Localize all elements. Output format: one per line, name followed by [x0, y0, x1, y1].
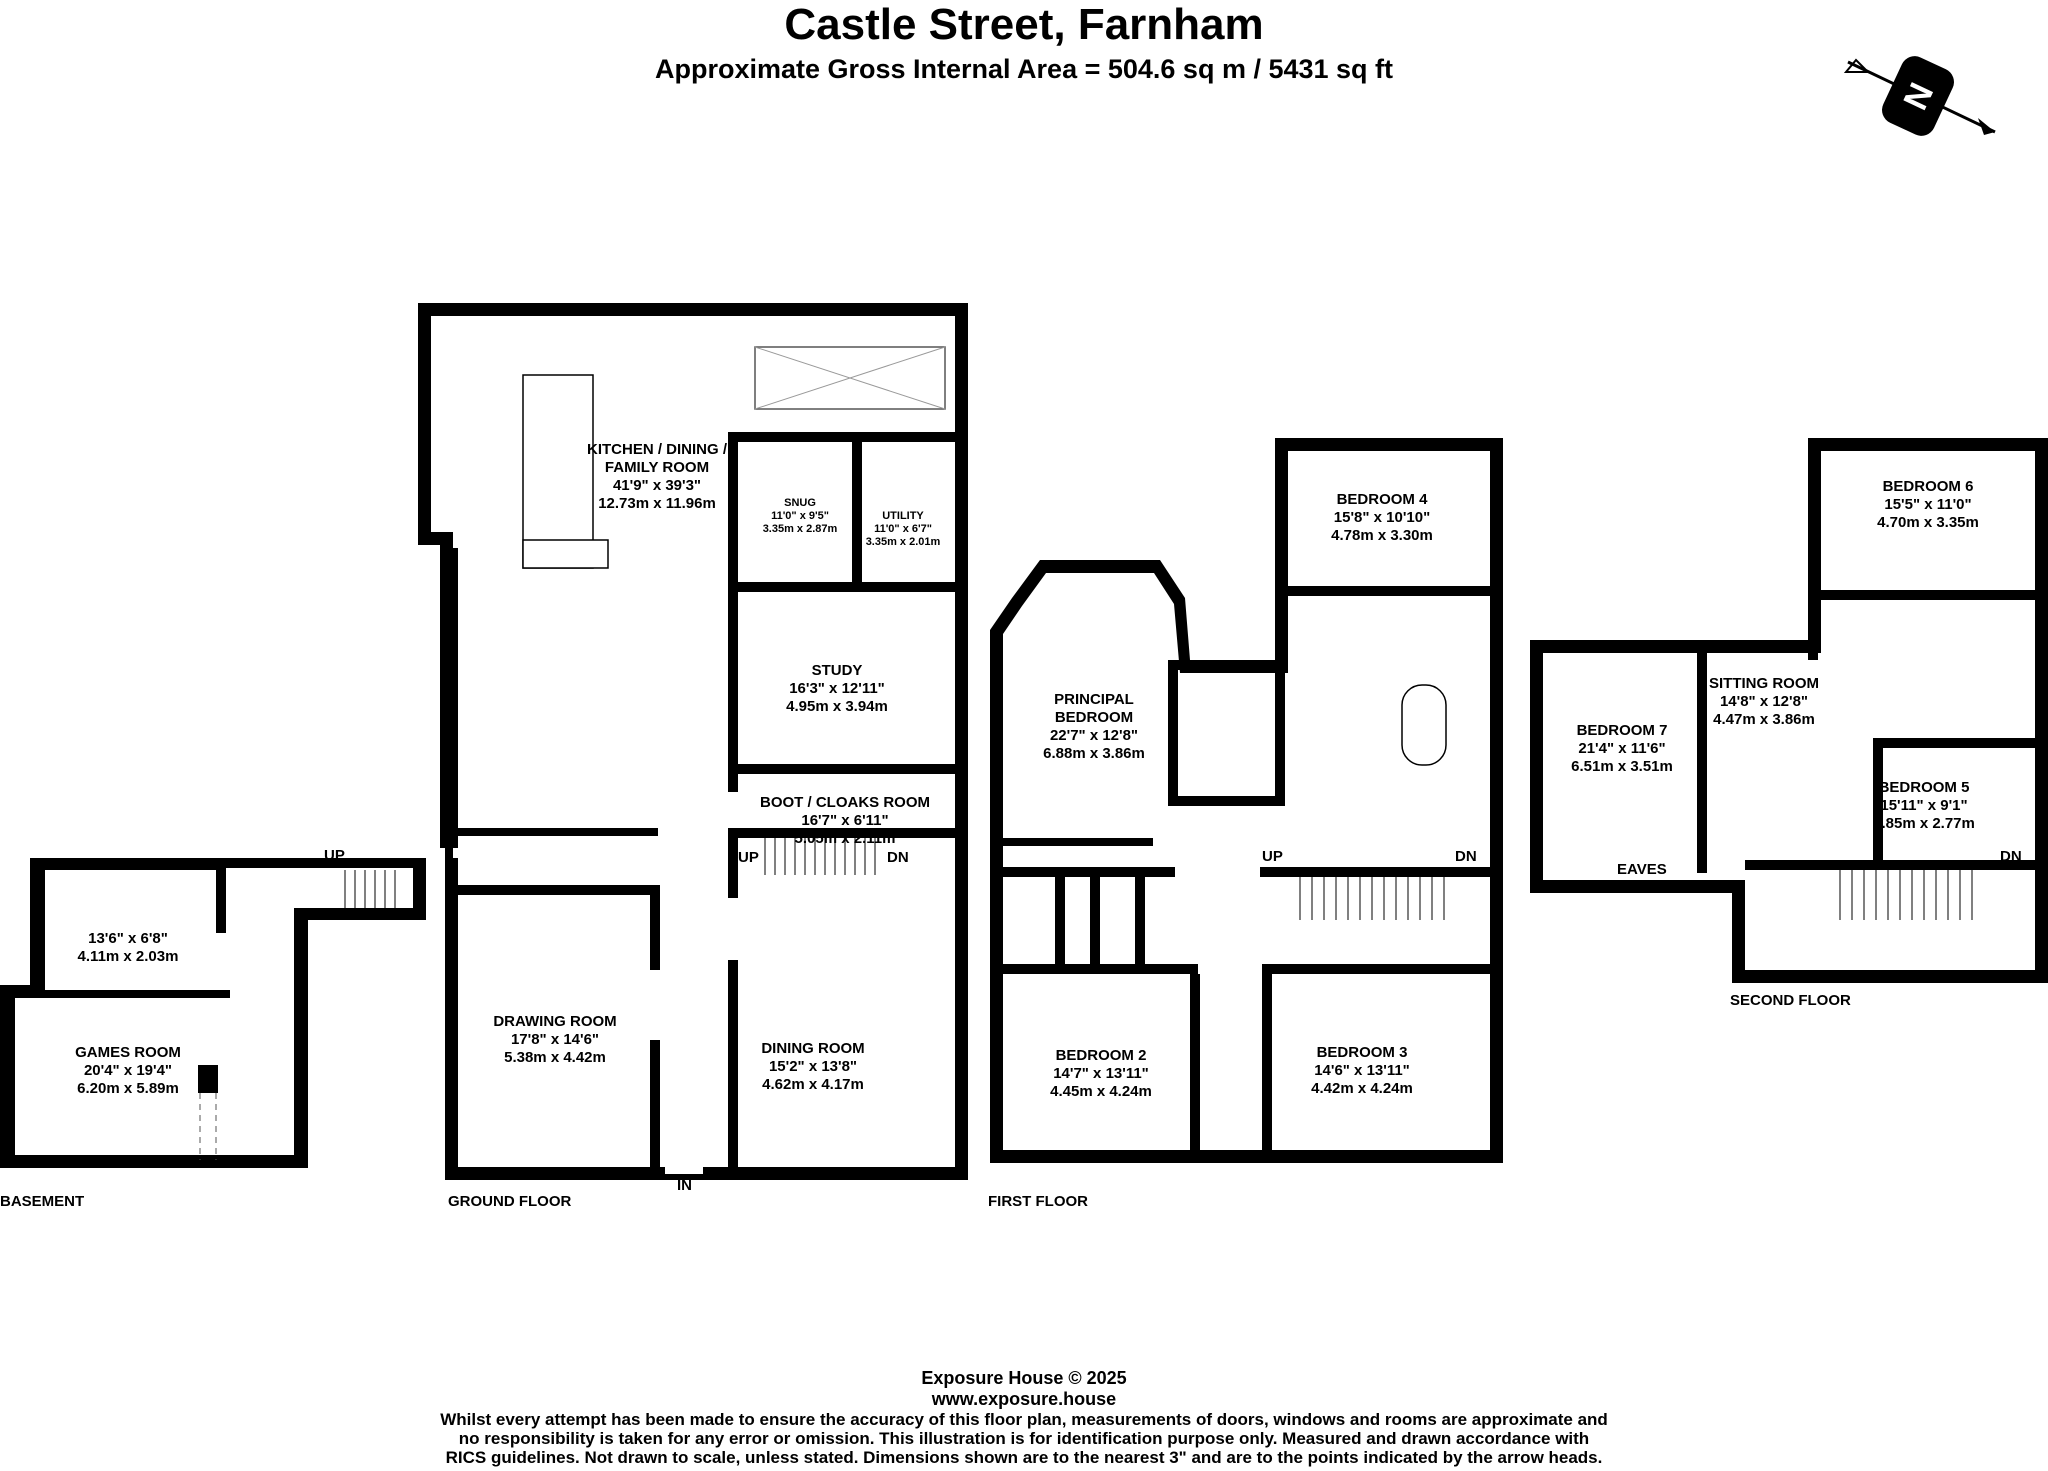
room-principal-bedroom: PRINCIPAL BEDROOM 22'7" x 12'8" 6.88m x 3.86m — [1043, 691, 1145, 762]
floor-label-ground: GROUND FLOOR — [448, 1193, 572, 1210]
room-bedroom-5: BEDROOM 5 15'11" x 9'1" 4.85m x 2.77m — [1873, 779, 1975, 832]
first-up-marker: UP — [1262, 848, 1283, 865]
room-games: GAMES ROOM 20'4" x 19'4" 6.20m x 5.89m — [75, 1044, 181, 1097]
room-bedroom-4: BEDROOM 4 15'8" x 10'10" 4.78m x 3.30m — [1331, 491, 1433, 544]
room-boot-cloaks: BOOT / CLOAKS ROOM 16'7" x 6'11" 5.05m x 2.11m — [760, 794, 930, 847]
room-bedroom-7: BEDROOM 7 21'4" x 11'6" 6.51m x 3.51m — [1571, 722, 1673, 775]
first-dn-marker: DN — [1455, 848, 1477, 865]
disclaimer-line-1: Whilst every attempt has been made to ensure the accuracy of this floor plan, measurements of doors, windows and rooms are approximate and — [440, 1410, 1608, 1429]
disclaimer-line-2: no responsibility is taken for any error or omission. This illustration is for identification purpose only. Measured and drawn accordance with — [458, 1429, 1590, 1448]
room-store: 13'6" x 6'8" 4.11m x 2.03m — [77, 930, 179, 965]
entrance-marker: IN — [677, 1177, 692, 1194]
room-bedroom-6: BEDROOM 6 15'5" x 11'0" 4.70m x 3.35m — [1877, 478, 1979, 531]
ground-dn-marker: DN — [887, 849, 909, 866]
second-dn-marker: DN — [2000, 848, 2022, 865]
ground-up-marker: UP — [738, 849, 759, 866]
room-bedroom-3: BEDROOM 3 14'6" x 13'11" 4.42m x 4.24m — [1311, 1044, 1413, 1097]
room-bedroom-2: BEDROOM 2 14'7" x 13'11" 4.45m x 4.24m — [1050, 1047, 1152, 1100]
footer-company: Exposure House © 2025 — [921, 1368, 1127, 1388]
compass-icon — [1846, 52, 1995, 141]
compass-letter: N — [1896, 77, 1942, 116]
eaves-marker: EAVES — [1617, 861, 1667, 878]
page-subtitle: Approximate Gross Internal Area = 504.6 sq m / 5431 sq ft — [654, 54, 1394, 84]
page-title: Castle Street, Farnham — [784, 0, 1264, 49]
basement-up-marker: UP — [324, 847, 345, 864]
disclaimer-line-3: RICS guidelines. Not drawn to scale, unless stated. Dimensions shown are to the nearest 3" and are to the points indicated by the arrow heads. — [445, 1448, 1603, 1467]
room-drawing: DRAWING ROOM 17'8" x 14'6" 5.38m x 4.42m — [493, 1013, 617, 1066]
room-study: STUDY 16'3" x 12'11" 4.95m x 3.94m — [786, 662, 888, 715]
floor-label-second: SECOND FLOOR — [1730, 992, 1851, 1009]
floor-label-basement: BASEMENT — [0, 1193, 85, 1210]
room-sitting: SITTING ROOM 14'8" x 12'8" 4.47m x 3.86m — [1709, 675, 1819, 728]
room-snug: SNUG 11'0" x 9'5" 3.35m x 2.87m — [762, 497, 838, 535]
basement-plan — [0, 858, 426, 1168]
room-kitchen: KITCHEN / DINING / FAMILY ROOM 41'9" x 39'3" 12.73m x 11.96m — [586, 441, 728, 512]
floor-label-first: FIRST FLOOR — [988, 1193, 1088, 1210]
footer-website: www.exposure.house — [931, 1389, 1117, 1409]
room-dining: DINING ROOM 15'2" x 13'8" 4.62m x 4.17m — [761, 1040, 865, 1093]
room-utility: UTILITY 11'0" x 6'7" 3.35m x 2.01m — [865, 510, 941, 548]
